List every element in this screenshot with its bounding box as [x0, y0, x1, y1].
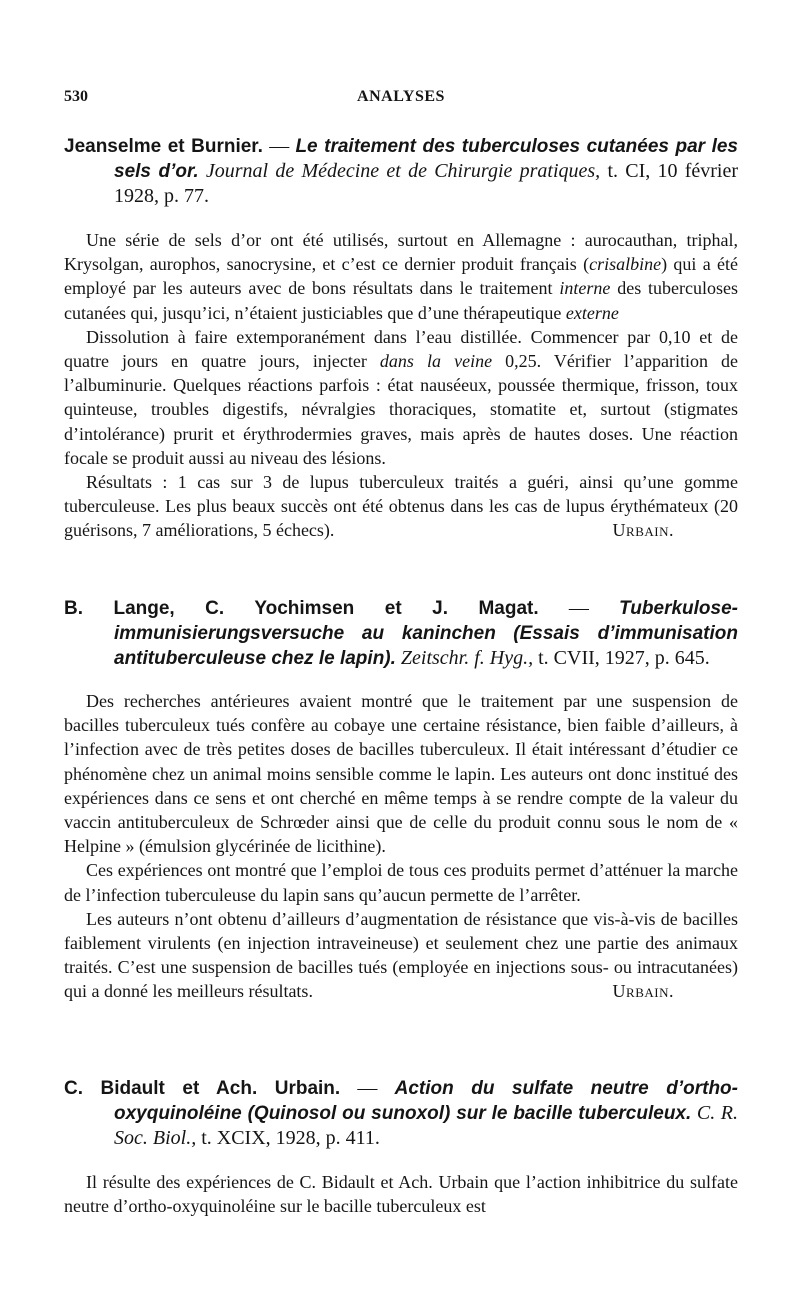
article-title: Action du sulfate neutre d’ortho-oxyquinoléine (Quinosol ou sunoxol) sur le bacille tuberculeux.	[114, 1078, 738, 1124]
authors: C. Bidault et Ach. Urbain.	[64, 1078, 341, 1099]
citation: t. XCIX, 1928, p. 411.	[201, 1127, 380, 1149]
paragraph: Résultats : 1 cas sur 3 de lupus tuberculeux traités a guéri, ainsi qu’une gomme tuberculeuse. Les plus beaux succès ont été obtenus dans les cas de lupus érythémateux (20 guérisons, 7 améliorations, 5 échecs). Urbain.	[64, 470, 738, 543]
citation: t. CI, 10 février 1928, p. 77.	[114, 160, 739, 207]
abstract-body	[64, 228, 738, 543]
paragraph: Dissolution à faire extemporanément dans l’eau distillée. Commencer par 0,10 et de quatre jours en quatre jours, injecter dans la veine 0,25. Vérifier l’apparition de l’albuminurie. Quelques réactions parfois : état nauséeux, poussée thermique, frisson, toux quinteuse, troubles digestifs, névralgies thoraciques, stomatite et, surtout (stigmates d’intolérance) prurit et érythrodermies graves, mais après de hautes doses. Une réaction focale se produit aussi au niveau des lésions.	[64, 326, 739, 468]
article-title: Le traitement des tuberculoses cutanées par les sels d’or.	[114, 136, 738, 182]
article-title: Tuberkulose-immunisierungsversuche au kaninchen	[114, 598, 738, 644]
paragraph: Des recherches antérieures avaient montré que le traitement par une suspension de bacilles tuberculeux tués confère au cobaye une certaine résistance, bien faible d’ailleurs, à l’infection avec de très petites doses de bacilles tuberculeux. Il était intéressant d’étudier ce phénomène chez un animal moins sensible comme le lapin. Les auteurs ont donc institué des expériences dans ce sens et ont cherché en même temps à se rendre compte de la valeur du vaccin antituberculeux de Schrœder ainsi que de celle du produit connu sous le nom de « Helpine » (émulsion glycérinée de licithine).	[64, 691, 738, 857]
reference-header	[64, 596, 738, 671]
italic-term: interne	[559, 278, 611, 299]
abstract-body	[64, 689, 738, 1004]
abstract-body	[64, 1170, 738, 1218]
reference-header	[64, 1076, 738, 1150]
journal-name: Zeitschr. f. Hyg.,	[400, 647, 534, 669]
section-title: ANALYSES	[357, 88, 445, 105]
reference-header	[64, 134, 738, 208]
journal-name: Journal de Médecine et de Chirurgie pratiques,	[205, 160, 601, 182]
abstract-entry-1	[64, 134, 738, 543]
running-head	[64, 88, 738, 112]
italic-term: crisalbine	[589, 254, 662, 275]
separator: —	[269, 135, 290, 157]
abstract-entry-3	[64, 1076, 738, 1218]
paragraph: Une série de sels d’or ont été utilisés, surtout en Allemagne : aurocauthan, triphal, Krysolgan, aurophos, sanocrysine, et c’est ce dernier produit français (crisalbine) qui a été employé par les auteurs avec de bons résultats dans le traitement interne des tuberculoses cutanées qui, jusqu’ici, n’étaient justiciables que d’une thérapeutique externe	[64, 230, 739, 323]
italic-term: dans la veine	[379, 351, 493, 372]
journal-name: C. R. Soc. Biol.,	[114, 1102, 739, 1149]
citation: t. CVII, 1927, p. 645.	[538, 647, 710, 669]
signature: Urbain.	[612, 520, 674, 541]
paragraph: Il résulte des expériences de C. Bidault et Ach. Urbain que l’action inhibitrice du sulfate neutre d’ortho-oxyquinoléine sur le bacille tuberculeux est	[64, 1172, 738, 1217]
italic-term: externe	[565, 302, 619, 323]
abstract-entry-2	[64, 596, 738, 1004]
page-number: 530	[64, 88, 88, 105]
separator: —	[568, 597, 589, 619]
separator: —	[357, 1077, 378, 1099]
article-title-translation: (Essais d’immunisation antituberculeuse chez le lapin).	[114, 623, 738, 669]
signature: Urbain.	[612, 981, 674, 1002]
paragraph: Ces expériences ont montré que l’emploi de tous ces produits permet d’atténuer la marche de l’infection tuberculeuse du lapin sans qu’aucun permette de l’arrêter.	[64, 860, 738, 905]
paragraph: Les auteurs n’ont obtenu d’ailleurs d’augmentation de résistance que vis-à-vis de bacilles faiblement virulents (en injection intraveineuse) et seulement chez une partie des animaux traités. C’est une suspension de bacilles tués (employée en injections sous- ou intracutanées) qui a donné les meilleurs résultats. Urbain.	[64, 907, 738, 1004]
authors: Jeanselme et Burnier.	[64, 136, 263, 157]
authors: B. Lange, C. Yochimsen et J. Magat.	[64, 598, 539, 619]
